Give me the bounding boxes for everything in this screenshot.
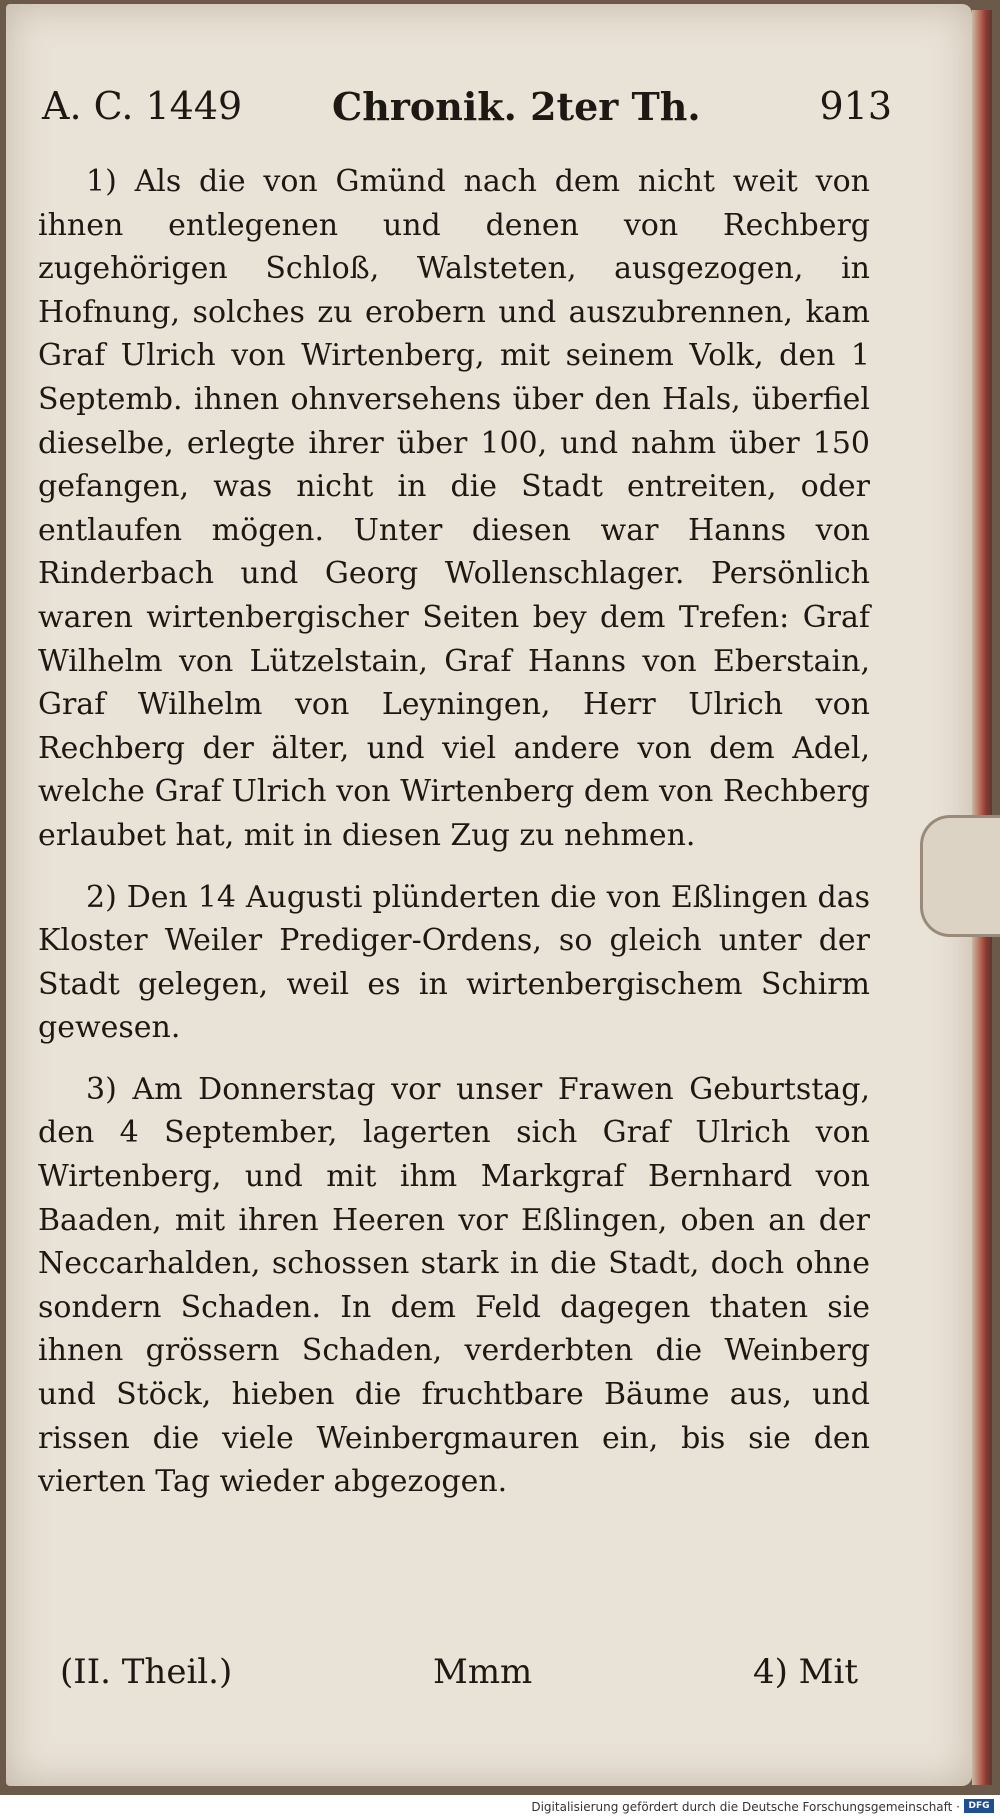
page-footer — [38, 1652, 858, 1708]
paragraph-2: 2) Den 14 Augusti plünderten die von Eßlingen das Kloster Weiler Prediger-Ordens, so gleich unter der Stadt gelegen, weil es in wirtenbergischem Schirm gewesen. — [38, 879, 870, 1046]
header-year: A. C. 1449 — [42, 84, 243, 128]
volume-label: (II. Theil.) — [60, 1652, 233, 1692]
running-header — [42, 84, 892, 144]
book-clasp — [920, 815, 1000, 937]
catchword: 4) Mit — [752, 1652, 858, 1692]
paragraph-3: 3) Am Donnerstag vor unser Frawen Geburtstag, den 4 September, lagerten sich Graf Ulrich von Wirtenberg, und mit ihm Markgraf Bernhard von Baaden, mit ihren Heeren vor Eßlingen, oben an der Neccarhalden, schossen stark in die Stadt, doch ohne sondern Schaden. In dem Feld dagegen thaten sie ihnen grössern Schaden, verderbten die Weinberg und Stöck, hieben die fruchtbare Bäume aus, und rissen die viele Weinbergmauren ein, bis sie den vierten Tag wieder abgezogen. — [38, 1071, 870, 1500]
digitization-credit: Digitalisierung gefördert durch die Deutsche Forschungsgemeinschaft · — [531, 1800, 960, 1814]
page-number: 913 — [819, 84, 892, 128]
signature-mark: Mmm — [433, 1652, 533, 1692]
paragraph-1: 1) Als die von Gmünd nach dem nicht weit von ihnen entlegenen und denen von Rechberg zugehörigen Schloß, Walsteten, ausgezogen, in Hofnung, solches zu erobern und auszubrennen, kam Graf Ulrich von Wirtenberg, mit seinem Volk, den 1 Septemb. ihnen ohnversehens über den Hals, überfiel dieselbe, erlegte ihrer über 100, und nahm über 150 gefangen, was nicht in die Stadt entreiten, oder entlaufen mögen. Unter diesen war Hanns von Rinderbach und Georg Wollenschlager. Persönlich waren wirtenbergischer Seiten bey dem Trefen: Graf Wilhelm von Lützelstain, Graf Hanns von Eberstain, Graf Wilhelm von Leyningen, Herr Ulrich von Rechberg der älter, und viel andere von dem Adel, welche Graf Ulrich von Wirtenberg dem von Rechberg erlaubet hat, mit in diesen Zug zu nehmen. — [38, 164, 870, 853]
page-body — [38, 160, 870, 1522]
header-title: Chronik. 2ter Th. — [332, 84, 701, 129]
dfg-logo: DFG — [964, 1799, 994, 1813]
